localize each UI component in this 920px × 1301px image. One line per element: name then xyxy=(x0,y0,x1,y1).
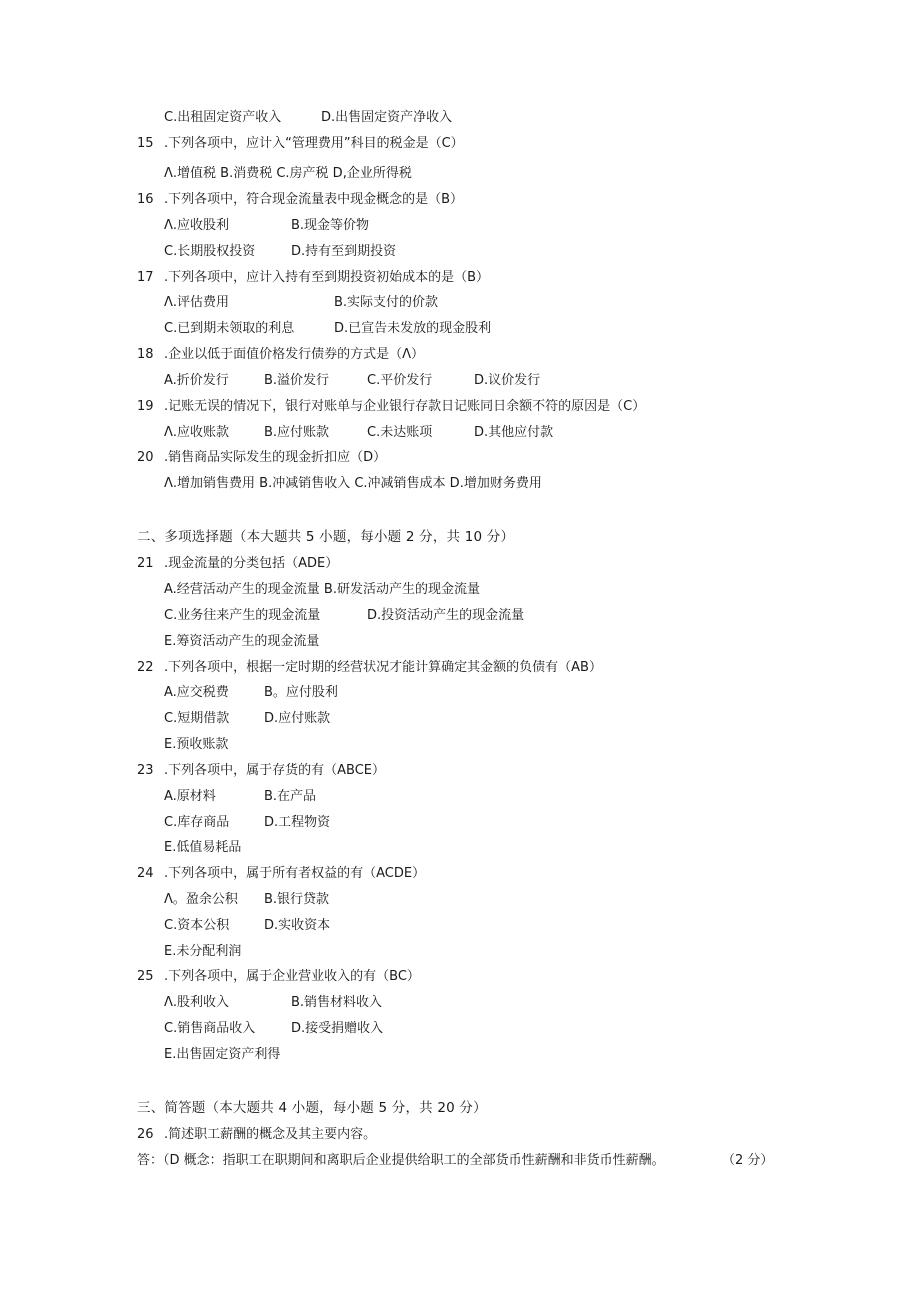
question-text: .下列各项中，根据一定时期的经营状况才能计算确定其金额的负债有（AB） xyxy=(164,660,602,675)
option-b: B.现金等价物 xyxy=(291,218,370,233)
question-number: 20 xyxy=(137,450,154,465)
option-c: C.短期借款 xyxy=(164,711,230,726)
option-b: B.实际支付的价款 xyxy=(334,295,439,310)
option-a: Λ.应收股利 xyxy=(164,218,230,233)
option-d: D.投资活动产生的现金流量 xyxy=(367,608,525,623)
option-d: D.议价发行 xyxy=(474,373,541,388)
section-heading: 三、简答题（本大题共 4 小题，每小题 5 分，共 20 分） xyxy=(137,1100,487,1116)
option-c: C.业务往来产生的现金流量 xyxy=(164,608,321,623)
option-d: D.实收资本 xyxy=(264,918,331,933)
question-text: .下列各项中，应计入“管理费用”科目的税金是（C） xyxy=(164,136,464,151)
option-e: E.预收账款 xyxy=(164,737,229,752)
question-text: .记账无误的情况下，银行对账单与企业银行存款日记账同日余额不符的原因是（C） xyxy=(164,399,646,414)
option-e: E.未分配利润 xyxy=(164,944,242,959)
option-c: C.已到期未领取的利息 xyxy=(164,321,295,336)
option-row: A.经营活动产生的现金流量 B.研发活动产生的现金流量 xyxy=(164,582,480,597)
option-d: D.持有至到期投资 xyxy=(291,244,397,259)
question-number: 22 xyxy=(137,660,154,675)
option-row: Λ.增加销售费用 B.冲减销售收入 C.冲减销售成本 D.增加财务费用 xyxy=(164,476,542,491)
question-text: .企业以低于面值价格发行债券的方式是（Λ） xyxy=(164,347,425,362)
question-text: .下列各项中，符合现金流量表中现金概念的是（B） xyxy=(164,192,464,207)
option-c: C.平价发行 xyxy=(367,373,433,388)
option-d: D.出售固定资产净收入 xyxy=(321,110,453,125)
question-number: 17 xyxy=(137,270,154,285)
option-c: C.长期股权投资 xyxy=(164,244,256,259)
option-d: D.已宣告未发放的现金股利 xyxy=(334,321,492,336)
option-a: Λ.评估费用 xyxy=(164,295,230,310)
option-c: C.销售商品收入 xyxy=(164,1021,256,1036)
option-e: E.低值易耗品 xyxy=(164,840,242,855)
question-number: 19 xyxy=(137,399,154,414)
option-e: E.出售固定资产利得 xyxy=(164,1047,281,1062)
question-number: 21 xyxy=(137,556,154,571)
option-a: Λ.股利收入 xyxy=(164,995,230,1010)
option-b: B.溢价发行 xyxy=(264,373,330,388)
option-d: D.其他应付款 xyxy=(474,425,554,440)
question-text: .下列各项中，应计入持有至到期投资初始成本的是（B） xyxy=(164,270,490,285)
option-row: Λ.增值税 B.消费税 C.房产税 D,企业所得税 xyxy=(164,166,412,181)
option-c: C.库存商品 xyxy=(164,815,230,830)
section-heading: 二、多项选择题（本大题共 5 小题，每小题 2 分，共 10 分） xyxy=(137,529,515,545)
question-number: 26 xyxy=(137,1127,154,1142)
question-text: .下列各项中，属于存货的有（ABCE） xyxy=(164,763,386,778)
question-number: 23 xyxy=(137,763,154,778)
question-number: 25 xyxy=(137,969,154,984)
question-text: .下列各项中，属于所有者权益的有（ACDE） xyxy=(164,866,426,881)
option-d: D.应付账款 xyxy=(264,711,331,726)
option-e: E.筹资活动产生的现金流量 xyxy=(164,634,320,649)
option-b: B。应付股利 xyxy=(264,685,338,700)
option-a: Λ。盈余公积 xyxy=(164,892,238,907)
question-number: 18 xyxy=(137,347,154,362)
option-a: A.应交税费 xyxy=(164,685,229,700)
option-d: D.工程物资 xyxy=(264,815,331,830)
question-text: .销售商品实际发生的现金折扣应（D） xyxy=(164,450,387,465)
question-text: .下列各项中，属于企业营业收入的有（BC） xyxy=(164,969,420,984)
option-d: D.接受捐赠收入 xyxy=(291,1021,384,1036)
option-b: B.销售材料收入 xyxy=(291,995,383,1010)
question-number: 24 xyxy=(137,866,154,881)
option-b: B.在产品 xyxy=(264,789,317,804)
answer-score: （2 分） xyxy=(722,1153,774,1168)
question-text: .现金流量的分类包括（ADE） xyxy=(164,556,339,571)
option-b: B.应付账款 xyxy=(264,425,330,440)
option-b: B.银行贷款 xyxy=(264,892,330,907)
option-c: C.未达账项 xyxy=(367,425,433,440)
option-c: C.资本公积 xyxy=(164,918,230,933)
question-number: 15 xyxy=(137,136,154,151)
option-c: C.出租固定资产收入 xyxy=(164,110,282,125)
option-a: A.折价发行 xyxy=(164,373,229,388)
option-a: Λ.应收账款 xyxy=(164,425,230,440)
question-text: .简述职工薪酬的概念及其主要内容。 xyxy=(164,1127,377,1142)
question-number: 16 xyxy=(137,192,154,207)
answer-text: 答：（D 概念：指职工在职期间和离职后企业提供给职工的全部货币性薪酬和非货币性薪酬。 xyxy=(137,1153,665,1168)
option-a: A.原材料 xyxy=(164,789,216,804)
